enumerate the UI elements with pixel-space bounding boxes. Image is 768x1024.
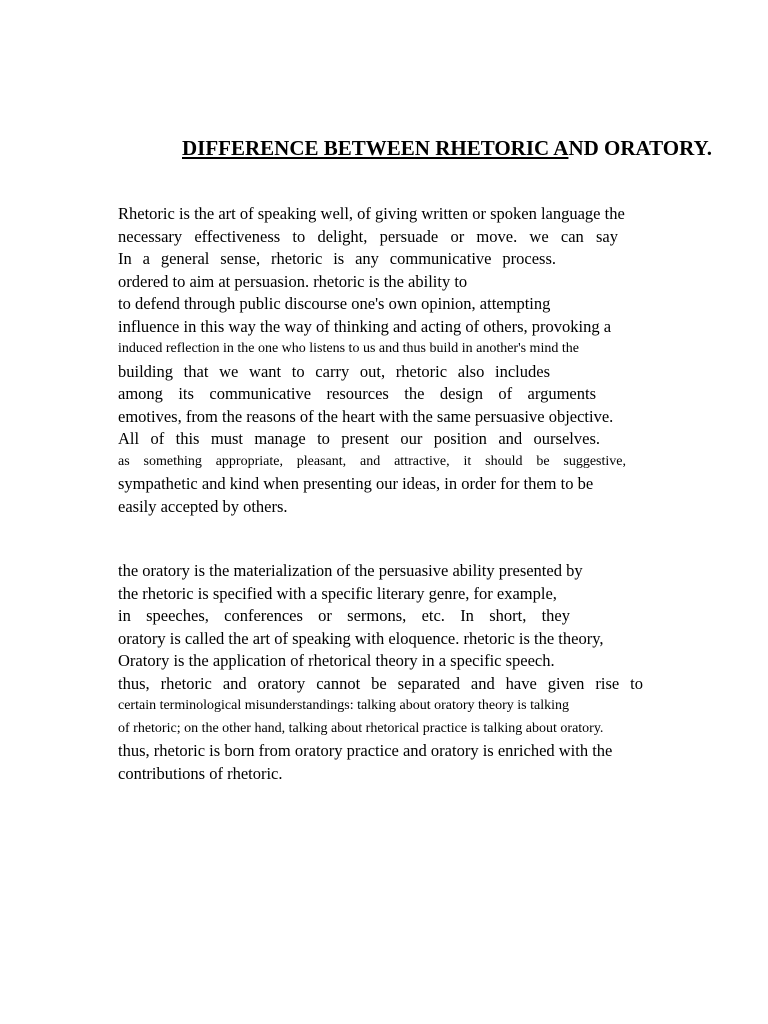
document-title-rest: ND ORATORY. xyxy=(568,136,713,160)
paragraph-line: the oratory is the materialization of the persuasive ability presented by xyxy=(118,561,583,580)
paragraph-line: building that we want to carry out, rhetoric also includes xyxy=(118,361,550,381)
paragraph-oratory xyxy=(118,560,670,785)
paragraph-line: In a general sense, rhetoric is any communicative process. xyxy=(118,249,556,268)
paragraph-line: oratory is called the art of speaking with eloquence. rhetoric is the theory, xyxy=(118,628,604,648)
paragraph-line: thus, rhetoric is born from oratory practice and oratory is enriched with the xyxy=(118,741,613,760)
paragraph-line: ordered to aim at persuasion. rhetoric is the ability to xyxy=(118,271,468,291)
paragraph-line: influence in this way the way of thinking and acting of others, provoking a xyxy=(118,316,612,336)
paragraph-line: thus, rhetoric and oratory cannot be separated and have given rise to xyxy=(118,673,643,693)
paragraph-line: sympathetic and kind when presenting our ideas, in order for them to be xyxy=(118,474,594,493)
paragraph-line: emotives, from the reasons of the heart with the same persuasive objective. xyxy=(118,406,614,426)
paragraph-line: Rhetoric is the art of speaking well, of giving written or spoken language the xyxy=(118,204,625,223)
paragraph-line: among its communicative resources the design of arguments xyxy=(118,384,596,403)
paragraph-line: the rhetoric is specified with a specific literary genre, for example, xyxy=(118,583,557,603)
paragraph-line: to defend through public discourse one's own opinion, attempting xyxy=(118,294,551,313)
paragraph-line: induced reflection in the one who listens to us and thus build in another's mind the xyxy=(118,341,579,356)
paragraph-line: as something appropriate, pleasant, and attractive, it should be suggestive, xyxy=(118,453,626,469)
paragraph-line: necessary effectiveness to delight, persuade or move. we can say xyxy=(118,226,618,246)
paragraph-line: certain terminological misunderstandings: talking about oratory theory is talking xyxy=(118,698,570,713)
paragraph-line: Oratory is the application of rhetorical theory in a specific speech. xyxy=(118,651,555,670)
document-title-underlined: DIFFERENCE BETWEEN RHETORIC A xyxy=(182,136,569,160)
paragraph-line: easily accepted by others. xyxy=(118,496,288,516)
paragraph-line: All of this must manage to present our position and ourselves. xyxy=(118,429,600,448)
document-title xyxy=(182,135,712,161)
paragraph-line: in speeches, conferences or sermons, etc. In short, they xyxy=(118,606,570,625)
paragraph-line: of rhetoric; on the other hand, talking about rhetorical practice is talking about oratory. xyxy=(118,720,604,736)
paragraph-rhetoric xyxy=(118,203,670,518)
paragraph-line: contributions of rhetoric. xyxy=(118,763,283,783)
